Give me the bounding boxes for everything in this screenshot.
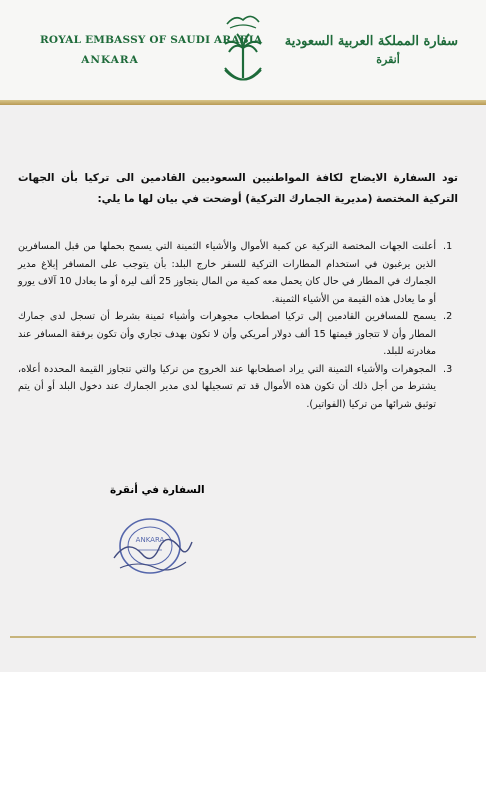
notice-list xyxy=(18,238,458,413)
signature-line: السفارة في أنقرة xyxy=(110,484,205,496)
embassy-english-city: ANKARA xyxy=(81,54,139,66)
arabic-header xyxy=(284,34,458,66)
embassy-arabic-name: سفارة المملكة العربية السعودية xyxy=(284,34,458,49)
embassy-english-name: ROYAL EMBASSY OF SAUDI ARABIA xyxy=(40,34,263,46)
list-item: 1. أعلنت الجهات المختصة التركية عن كمية الأموال والأشياء الثمينة التي يسمح بحملها من قبل المسافرين الذين يرغبون في استخدام المطارات التركية للسفر خارج البلد: بأن يتوجب على المسافر إبلاغ مدير الجمارك في المطار في حال كان يحمل معه كمية من المال يتجاوز 25 ألف ليرة أو ما يعادل 10 آلاف يورو أو ما يعادل هذه القيمة من الأشياء الثمينة. xyxy=(18,238,440,308)
letterhead xyxy=(0,0,486,100)
list-item: 2. يسمح للمسافرين القادمين إلى تركيا اصطحاب مجوهرات وأشياء ثمينة بشرط أن تسجل لدى جمارك المطار وأن لا تتجاوز قيمتها 15 ألف دولار أمريكي وأن لا تكون بهدف تجاري وأن تكون برفقة المسافر عند مغادرته للبلد. xyxy=(18,308,440,361)
header-divider xyxy=(0,100,486,105)
embassy-arabic-city: أنقرة xyxy=(376,53,400,66)
saudi-emblem-icon xyxy=(221,8,265,92)
list-item: 3. المجوهرات والأشياء الثمينة التي يراد اصطحابها عند الخروج من تركيا والتي تتجاوز القيمة المحددة أعلاه، يشترط من أجل ذلك أن تكون هذه الأموال قد تم تسجيلها لدى مدير الجمارك عند دخول البلد أو أن يتم توثيق شرائها من تركيا (الفواتير). xyxy=(18,361,440,414)
embassy-stamp xyxy=(108,508,194,584)
footer-divider xyxy=(10,636,476,638)
english-header xyxy=(40,34,263,66)
stamp-city-text: ANKARA xyxy=(135,536,165,544)
intro-paragraph: تود السفارة الايضاح لكافة المواطنيين السعوديين القادمين الى تركيا بأن الجهات التركية المختصة (مديرية الجمارك التركية) أوضحت في بيان لها ما يلي: xyxy=(18,172,458,205)
letter-body xyxy=(18,168,458,413)
